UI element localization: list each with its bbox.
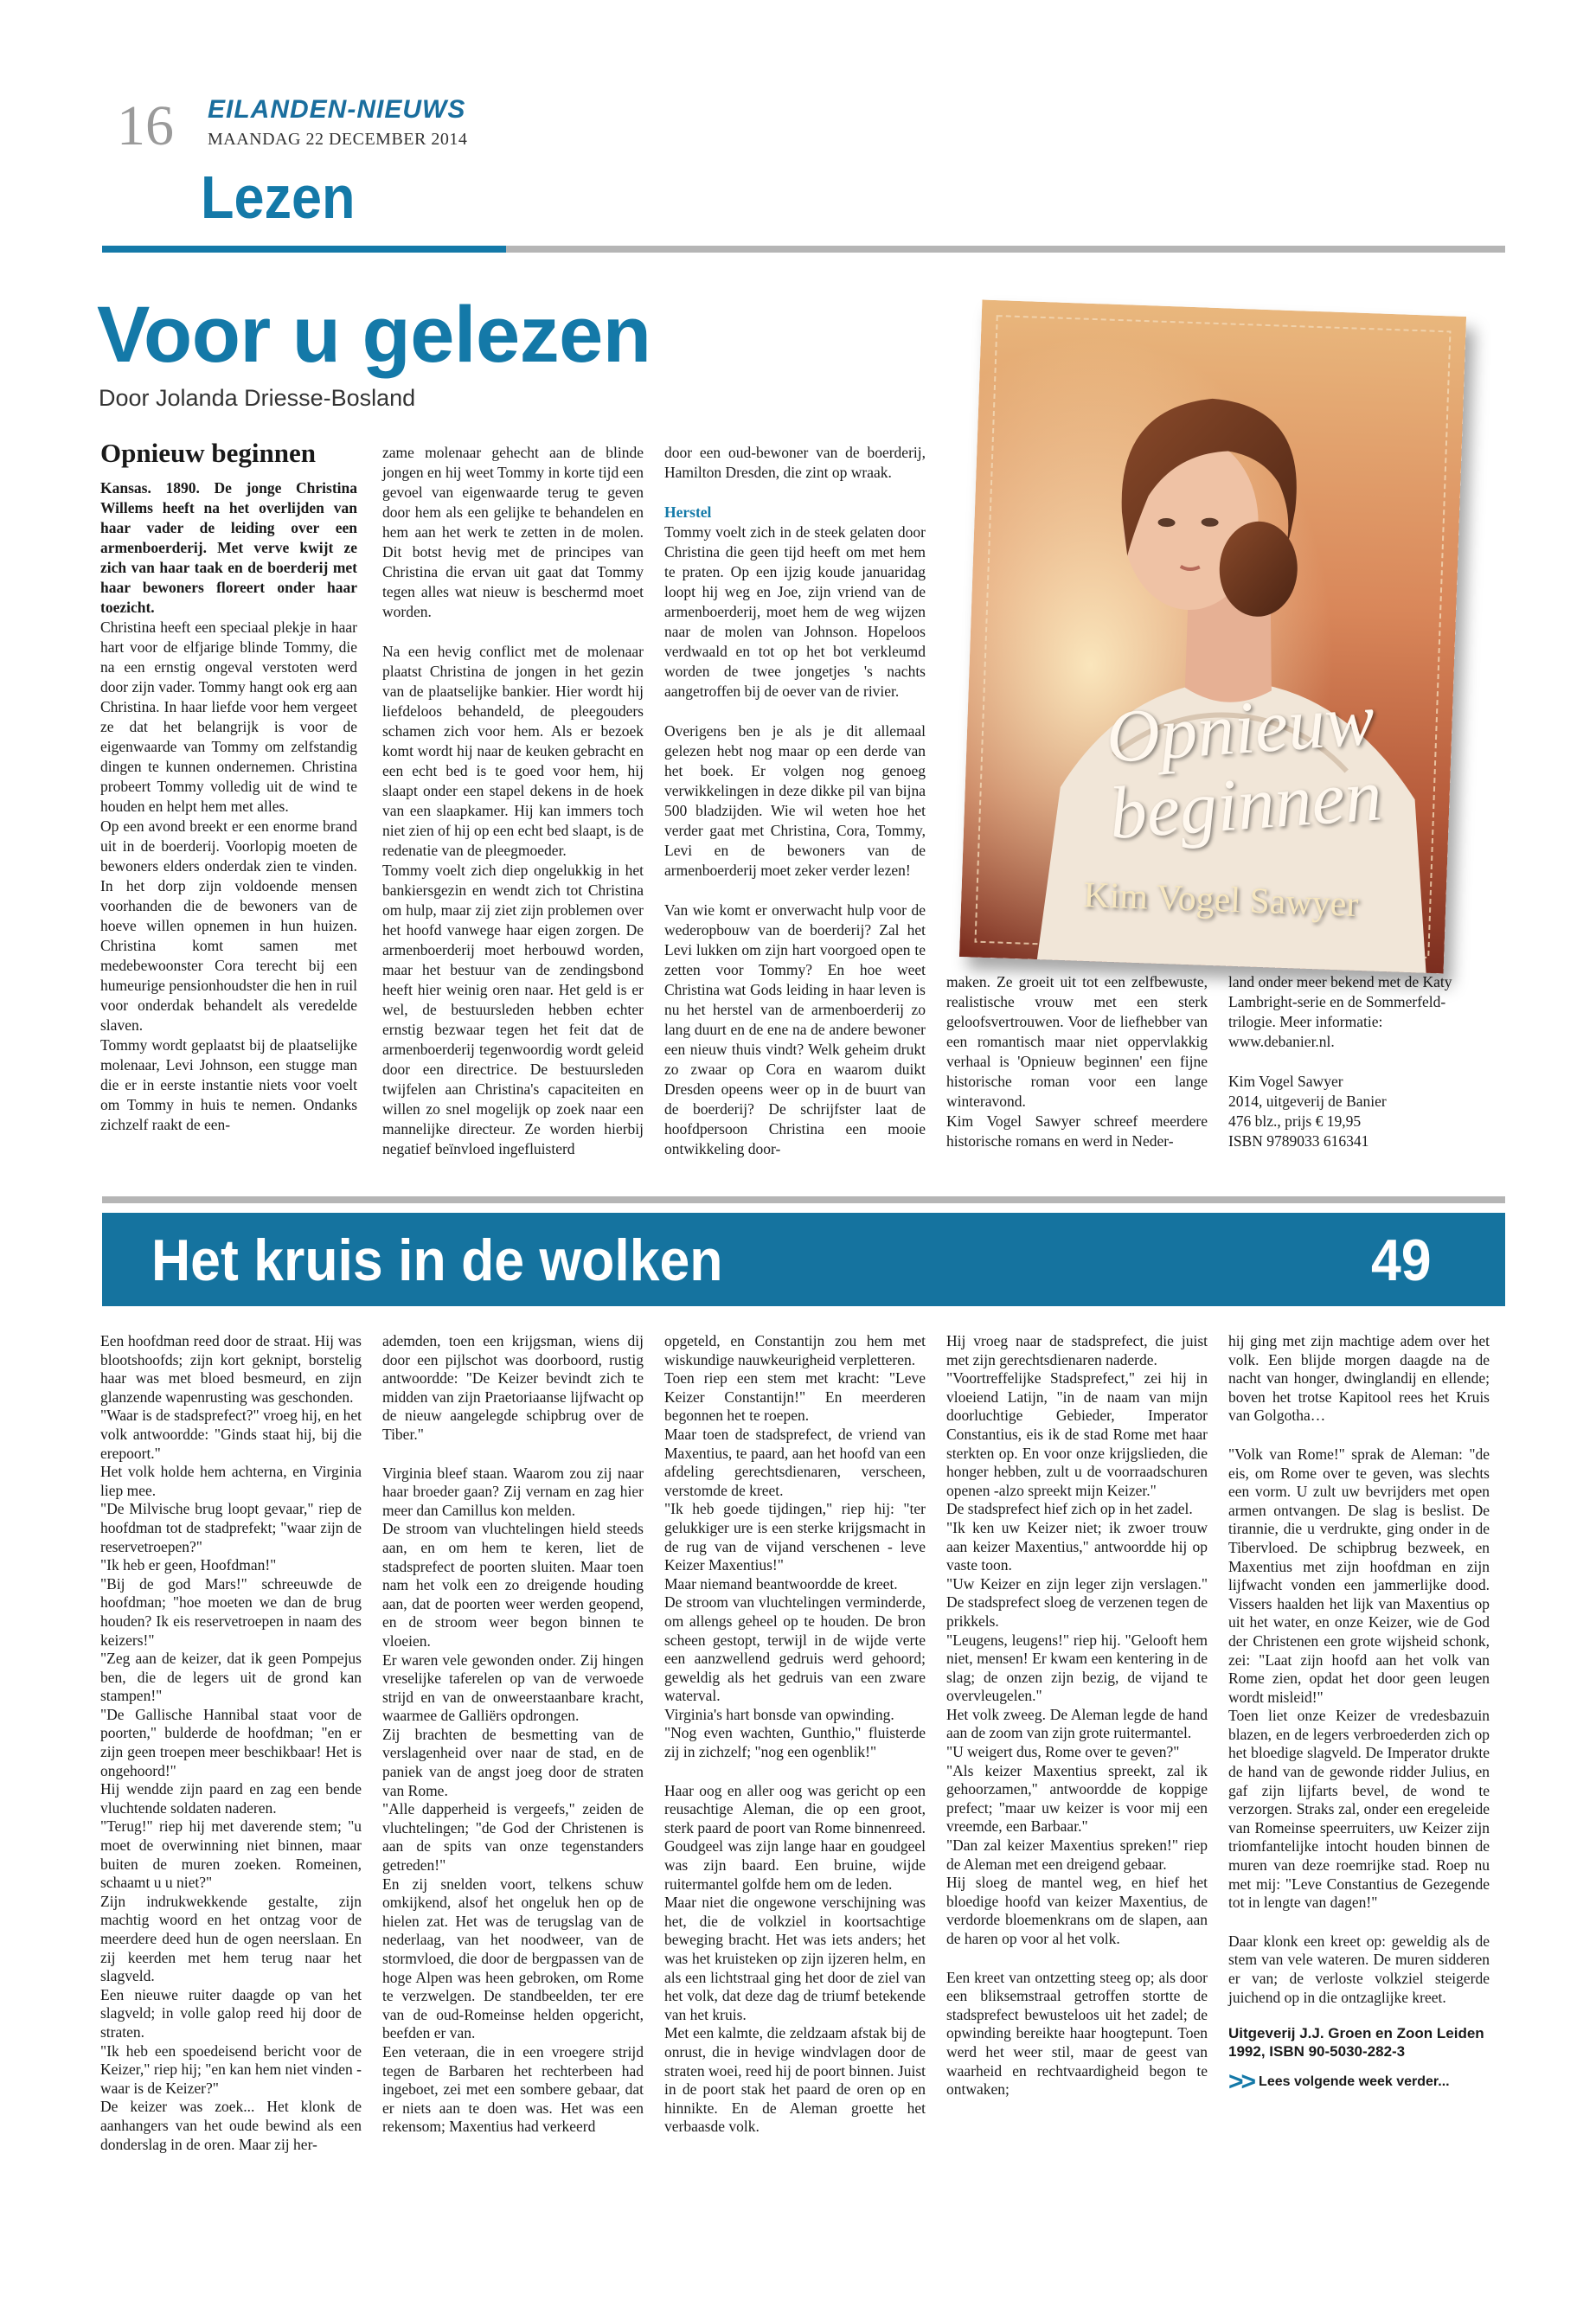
page-number: 16 [117, 94, 174, 157]
continue-next-week [1228, 2067, 1490, 2097]
paragraph: "De Gallische Hannibal staat voor de poorten," bulderde de hoofdman; "en er zijn geen troepen meer beschikbaar! Het is ongehoord!" [100, 1705, 362, 1779]
header-rule [506, 246, 1505, 253]
paragraph: "Dan zal keizer Maxentius spreken!" riep de Aleman met een dreigend gebaar. [946, 1836, 1208, 1873]
book-cover-image [959, 299, 1466, 973]
paragraph: "De Milvische brug loopt gevaar," riep de hoofdman tot de stadprefekt; "waar zijn de reservetroepen?" [100, 1500, 362, 1555]
paragraph: Virginia's hart bonsde van opwinding. [664, 1705, 894, 1723]
masthead-logo: EILANDEN-NIEUWS [208, 95, 466, 124]
cover-author: Kim Vogel Sawyer [1082, 875, 1360, 926]
paragraph: En zij snelden voort, telkens schuw omkijkend, alsof het ongeluk hen op de hielen zat. Het was de terugslag van de nederlaag, van het noodweer, van de stormvloed, die door de bergpassen van de hoge Alpen was heen gebroken, om Rome te verzwelgen. De standbeelden, ter ere van de oud-Romeinse helden opgericht, beefden er van. [382, 1875, 644, 2042]
paragraph: Maar niet die ongewone verschijning was het, die de volkziel in koortsachtige beweging bracht. Het was iets anders; het was het kruisteken op zijn ijzeren helm, en als een lichtstraal ging het door de ziel van het volk, dat deze dag de triumf betekende van het kruis. [664, 1894, 926, 2023]
paragraph: "Als keizer Maxentius spreekt, zal ik gehoorzamen," antwoordde de koppige prefect; "maar uw keizer is voor mij een vreemde, een Barbaar." [946, 1761, 1208, 1836]
paragraph: "Alle dapperheid is vergeefs," zeiden de vluchtelingen; "de God der Christenen is aan de spits van onze tegenstanders getreden!" [382, 1800, 644, 1875]
paragraph: Van wie komt er onverwacht hulp voor de wederopbouw van de boerderij? Zal het Levi lukken om zijn hart voorgoed open te zetten voor Tommy? En hoe weet Christina wat Gods leiding in haar leven is nu het herstel van de armenboerderij zo lang duurt en de ene na de andere bewoner een nieuw thuis vindt? Welk geheim drukt zo zwaar op Cora en waarom duikt Dresden opeens weer op in de buurt van de boerderij? De schrijfster laat de hoofdpersoon Christina een mooie ontwikkeling door- [664, 901, 926, 1157]
paragraph: land onder meer bekend met de Katy Lambright-serie en de Sommerfeld-trilogie. Meer informatie: www.debanier.nl. [1228, 973, 1452, 1050]
double-chevron-right-icon: >> [1228, 2067, 1254, 2097]
paragraph: "Bij de god Mars!" schreeuwde de hoofdman; "hoe moeten we dan de brug houden? Ik eis reservetroepen in naam des keizers!" [100, 1574, 362, 1649]
paragraph: Overigens ben je als je dit allemaal gelezen hebt nog maar op een derde van het boek. Er volgen nog genoeg verwikkelingen in deze dikke pil van bijna 500 bladzijden. Wie wil weten hoe het verder gaat met Christina, Cora, Tommy, Levi en de bewoners van de armenboerderij moet zeker verder lezen! [664, 722, 926, 879]
paragraph: door een oud-bewoner van de boerderij, Hamilton Dresden, die zint op wraak. [664, 444, 926, 481]
book-publisher: 2014, uitgeverij de Banier [1228, 1093, 1387, 1110]
paragraph: Maar toen de stadsprefect, de vriend van Maxentius, te paard, aan het hoofd van een afdeling gerechtsdienaren, verscheen, verstomde de kreet. [664, 1425, 926, 1499]
paragraph: De stadsprefect hief zich op in het zadel. [946, 1500, 1193, 1518]
paragraph: Een nieuwe ruiter daagde op van het slagveld; in volle galop reed hij door de straten. [100, 1985, 362, 2041]
intertitle: Herstel [664, 503, 712, 521]
paragraph: Christina heeft een speciaal plekje in haar hart voor de elfjarige blinde Tommy, die na een ernstig ongeval verstoten werd door zijn vader. Tommy hangt ook erg aan Christina. In haar liefde voor hem vergeet ze dat het belangrijk is voor de eigenwaarde van Tommy om zelfstandig dingen te kunnen ondernemen. Christina probeert Tommy volledig uit de wind te houden en helpt hem met alles. [100, 619, 357, 815]
review-column-4 [946, 972, 1208, 1151]
article-subhead: Opnieuw beginnen [100, 438, 316, 468]
paragraph: "Voortreffelijke Stadsprefect," zei hij in vloeiend Latijn, "in de naam van mijn doorluchtige Gebieder, Imperator Constantius, eis ik de stad Rome met haar sterkten op. En voor onze krijgslieden, die honger hebben, zult u de voorraadschuren openen -alzo spreekt mijn Keizer." [946, 1369, 1208, 1499]
issue-date: MAANDAG 22 DECEMBER 2014 [208, 130, 468, 149]
book-author: Kim Vogel Sawyer [1228, 1073, 1343, 1090]
paragraph: Het volk holde hem achterna, en Virginia liep mee. [100, 1463, 362, 1499]
paragraph: "Ik heb een spoedeisend bericht voor de Keizer," riep hij; "en kan hem niet vinden - waar is de Keizer?" [100, 2041, 362, 2097]
cover-title: Opnieuw beginnen [1103, 676, 1385, 856]
paragraph: Virginia bleef staan. Waarom zou zij naar haar broeder gaan? Zij vernam en zag hier meer dan Camillus kon melden. [382, 1464, 644, 1519]
paragraph: Een hoofdman reed door de straat. Hij was blootshoofds; zijn kort geknipt, borstelig haar was met bloed besmeurd, en zijn glanzende wapenrusting was geschonden. [100, 1332, 362, 1406]
paragraph: Toen liet onze Keizer de vredesbazuin blazen, en de legers verbroederden zich op het bloedige slagveld. De Imperator drukte de hand van de gewonde ridder Julius, en gaf zijn lijfarts bevel, de wond te verzorgen. Straks zal, onder een eregeleide van Romeinse speerruiters, uw Keizer zijn triomfantelijke intocht houden binnen de muren van deze roemrijke stad. Roep nu met mij: "Leve Constantius de Gezegende tot in lengte van dagen!" [1228, 1707, 1490, 1912]
paragraph: Er waren vele gewonden onder. Zij hingen vreselijke taferelen op van de verwoede strijd en van de onweerstaanbare kracht, waarmee de Galliërs opdrongen. [382, 1650, 644, 1725]
paragraph: maken. Ze groeit uit tot een zelfbewuste, realistische vrouw met een sterk geloofsvertrouwen. Voor de liefhebber van een romantisch maar niet oppervlakkig verhaal is 'Opnieuw beginnen' een fijne historische roman voor een lange winteravond. [946, 973, 1208, 1110]
paragraph: Het volk zweeg. De Aleman legde de hand aan de zoom van zijn grote ruitermantel. [946, 1705, 1208, 1742]
paragraph: Zij brachten de besmetting van de verslagenheid over naar de stad, en de paniek van de angst joeg door de straten van Rome. [382, 1725, 644, 1799]
serial-column-3 [664, 1332, 926, 2137]
paragraph: Op een avond breekt er een enorme brand uit in de boerderij. Voorlopig moeten de bewoners elders onderdak zien te vinden. In het dorp zijn voldoende mensen voorhanden die de bewoners van de hoeve willen opnemen in hun huizen. Christina komt samen met medebewoonster Cora terecht bij een humeurige pensionhoudster die hen in ruil voor onderdak behandelt als veredelde slaven. [100, 817, 357, 1034]
article-headline: Voor u gelezen [97, 291, 651, 379]
paragraph: Tommy wordt geplaatst bij de plaatselijke molenaar, Levi Johnson, een stugge man die er in eerste instantie niets voor voelt om Tommy in huis te nemen. Ondanks zichzelf raakt de een- [100, 1036, 357, 1133]
header-rule-accent [102, 246, 506, 253]
serial-column-5 [1228, 1332, 1490, 2097]
paragraph: Hij sloeg de mantel weg, en hief het bloedige hoofd van keizer Maxentius, de verdorde bloemenkrans om de slapen, aan de haren op voor al het volk. [946, 1874, 1208, 1947]
paragraph: "Ik heb goede tijdingen," riep hij: "ter gelukkiger ure is een sterke krijgsmacht in de rug van de vijand verschenen - leve Keizer Maxentius!" [664, 1500, 926, 1574]
paragraph: De stroom van vluchtelingen hield steeds aan, en om hem te keren, liet de stadsprefect de poorten sluiten. Maar toen nam het volk een zo dreigende houding aan, dat de poorten weer werden geopend, en de stroom weer begon binnen te vloeien. [382, 1520, 644, 1650]
paragraph: Met een kalmte, die zeldzaam afstak bij de onrust, die in hevige windvlagen door de straten woei, reed hij de poort binnen. Juist in de poort stak het paard de oren op en hinnikte. En de Aleman groette het verbaasde volk. [664, 2024, 926, 2136]
review-column-2 [382, 443, 644, 1159]
paragraph: zame molenaar gehecht aan de blinde jongen en hij weet Tommy in korte tijd een gevoel van eigenwaarde terug te geven door hem als een gelijke te behandelen en hem aan het werk te zetten in de molen. Dit botst hevig met de principes van Christina die ervan uit gaat dat Tommy tegen alles wat nieuw is beschermd moet worden. [382, 444, 644, 620]
paragraph: Hij vroeg naar de stadsprefect, die juist met zijn gerechtsdienaren naderde. [946, 1332, 1208, 1368]
review-column-3 [664, 443, 926, 1159]
serial-column-2 [382, 1332, 644, 2137]
section-title: Lezen [201, 163, 356, 231]
paragraph: Toen riep een stem met kracht: "Leve Keizer Constantijn!" En meerderen begonnen het te roepen. [664, 1369, 926, 1425]
paragraph: opgeteld, en Constantijn zou hem met wiskundige nauwkeurigheid verpletteren. [664, 1332, 926, 1368]
paragraph: Daar klonk een kreet op: geweldig als de stem van vele wateren. De muren sidderen er van; de verloste volkziel steigerde juichend op in die ontzaglijke kreet. [1228, 1932, 1490, 2006]
continue-label: Lees volgende week verder... [1259, 2074, 1450, 2090]
serial-column-1 [100, 1332, 362, 2154]
serial-episode-number: 49 [1371, 1227, 1432, 1293]
paragraph: "Uw Keizer en zijn leger zijn verslagen." De stadsprefect sloeg de verzenen tegen de prikkels. [946, 1574, 1208, 1630]
paragraph: Na een hevig conflict met de molenaar plaatst Christina de jongen in het gezin van de plaatselijke bankier. Hier wordt hij liefdeloos behandeld, de pleegouders schamen zich voor hem. Als er bezoek komt wordt hij naar de keuken gebracht en een echt bed is te goed voor hem, hij slaapt onder een stapel dekens in de hoek van een slaapkamer. Hij kan immers toch niet zien of hij op een echt bed slaapt, is de redenatie van de pleegmoeder. [382, 643, 644, 859]
paragraph: ademden, toen een krijgsman, wiens dij door een pijlschot was doorboord, rustig antwoordde: "De Keizer bevindt zich te midden van zijn Praetoriaanse lijfwacht op de nieuw aangelegde schipbrug over de Tiber." [382, 1332, 644, 1443]
paragraph: "Terug!" riep hij met daverende stem; "u moet de overwinning niet binnen, maar buiten de muren zoeken. Romeinen, schaamt u u niet?" [100, 1817, 362, 1892]
book-isbn: ISBN 9789033 616341 [1228, 1132, 1369, 1150]
paragraph: De stroom van vluchtelingen verminderde, om allengs geheel op te houden. De bron scheen gestopt, terwijl in de wijde verte een aanzwellend gedruis werd gehoord; geweldig als het gedruis van een zware waterval. [664, 1593, 926, 1705]
paragraph: "Nog even wachten, Gunthio," fluisterde zij in zichzelf; "nog een ogenblik!" [664, 1724, 926, 1761]
article-byline: Door Jolanda Driesse-Bosland [99, 385, 416, 411]
paragraph: "Volk van Rome!" sprak de Aleman: "de eis, om Rome over te geven, was slechts een vorm. U zult uw bevrijders met open armen ontvangen. De slag is beslist. De tirannie, die u verdrukte, ging onder in de Tibervloed. De schipbrug bezweek, en Maxentius met zijn hoofdman en zijn lijfwacht vonden een jammerlijke dood. Vissers haalden het lijk van Maxentius op uit het water, en onze Keizer, wie de God der Christenen een grote wijsheid schonk, zei: "Laat zijn hoofd aan het volk van Rome zien, opdat het door geen leugen wordt misleid!" [1228, 1445, 1490, 1706]
paragraph: De keizer was zoek... Het klonk de aanhangers van het oude bewind als een donderslag in de oren. Maar zij her- [100, 2098, 362, 2153]
serial-column-4 [946, 1332, 1208, 2099]
paragraph: "Waar is de stadsprefect?" vroeg hij, en het volk antwoordde: "Ginds staat hij, bij die erepoort." [100, 1407, 362, 1462]
paragraph: "Leugens, leugens!" riep hij. "Gelooft hem niet, mensen! Er kwam een kentering in de slag; de onzen zijn bezig, de vijand te overvleugelen." [946, 1631, 1208, 1705]
serial-title: Het kruis in de wolken [151, 1227, 723, 1293]
review-column-5 [1228, 972, 1490, 1151]
paragraph: hij ging met zijn machtige adem over het volk. Een blijde morgen daagde na de nacht van honger, dwinglandij en ellende; boven het trotse Kapitool rees het Kruis van Golgotha… [1228, 1332, 1490, 1425]
paragraph: "Ik ken uw Keizer niet; ik zwoer trouw aan keizer Maxentius," antwoordde hij op vaste toon. [946, 1518, 1208, 1574]
review-column-1 [100, 438, 357, 1135]
paragraph: "Ik heb er geen, Hoofdman!" [100, 1556, 277, 1574]
book-price: 476 blz., prijs € 19,95 [1228, 1112, 1362, 1130]
paragraph: "Zeg aan de keizer, dat ik geen Pompejus ben, die de legers uit de grond kan stampen!" [100, 1650, 362, 1705]
paragraph: Een veteraan, die in een vroegere strijd tegen de Barbaren het rechterbeen had ingeboet, zei met een sombere gebaar, dat er niets aan te doen was. Het was een rekensom; Maxentius had verkeerd [382, 2042, 644, 2136]
paragraph: Tommy voelt zich diep ongelukkig in het bankiersgezin en wendt zich tot Christina om hulp, maar zij ziet zijn problemen over het hoofd vanwege haar eigen zorgen. De armenboerderij moet herbouwd worden, maar het bestuur van de zendingsbond heeft hier weinig oren naar. Het geld is er wel, de bestuursleden hebben echter ernstig bezwaar tegen het feit dat de armenboerderij tegenwoordig wordt geleid door een directrice. De bestuursleden twijfelen aan Christina's capaciteiten en willen zo snel mogelijk op zoek naar een mannelijke directeur. Ze worden hierbij negatief beïnvloed ingefluisterd [382, 862, 644, 1157]
paragraph: Een kreet van ontzetting steeg op; als door een bliksemstraal getroffen stortte de stadsprefect bewusteloos uit het zadel; de opwinding bereikte haar hoogtepunt. Toen werd het weer stil, maar de geest van waarheid en rechtvaardigheid begon te ontwaken; [946, 1968, 1208, 2099]
paragraph: Hij wendde zijn paard en zag een bende vluchtende soldaten naderen. [100, 1780, 362, 1817]
paragraph: Haar oog en aller oog was gericht op een reusachtige Aleman, die op een groot, sterk paard de poort van Rome binnenreed. Goudgeel was zijn lange haar en goudgeel was zijn baard. Een bruine, wijde ruitermantel golfde hem om de leden. [664, 1781, 926, 1893]
section-rule [102, 1196, 1505, 1203]
paragraph: Zijn indrukwekkende gestalte, zijn machtig woord en het ontzag voor de meerdere deed hun de ogen neerslaan. En zij keerden met hem terug naar het slagveld. [100, 1892, 362, 1985]
paragraph: Tommy voelt zich in de steek gelaten door Christina die geen tijd heeft om met hem te praten. Op een ijzig koude januaridag loopt hij weg en Joe, zijn vriend van de armenboerderij, moet hem de weg wijzen naar de molen van Johnson. Hopeloos verdwaald en tot op het bot verkleumd worden de twee jongetjes 's nachts aangetroffen bij de oever van de rivier. [664, 523, 926, 700]
paragraph: Kim Vogel Sawyer schreef meerdere historische romans en werd in Neder- [946, 1112, 1208, 1150]
paragraph: "U weigert dus, Rome over te geven?" [946, 1743, 1180, 1761]
paragraph: Maar niemand beantwoordde de kreet. [664, 1574, 898, 1593]
serial-publisher: Uitgeverij J.J. Groen en Zoon Leiden 1992, ISBN 90-5030-282-3 [1228, 2025, 1484, 2061]
article-lead: Kansas. 1890. De jonge Christina Willems heeft na het overlijden van haar vader de leiding over een armenboerderij. Met verve kwijt ze zich van haar taak en de boerderij met haar bewoners floreert onder haar toezicht. [100, 479, 357, 616]
